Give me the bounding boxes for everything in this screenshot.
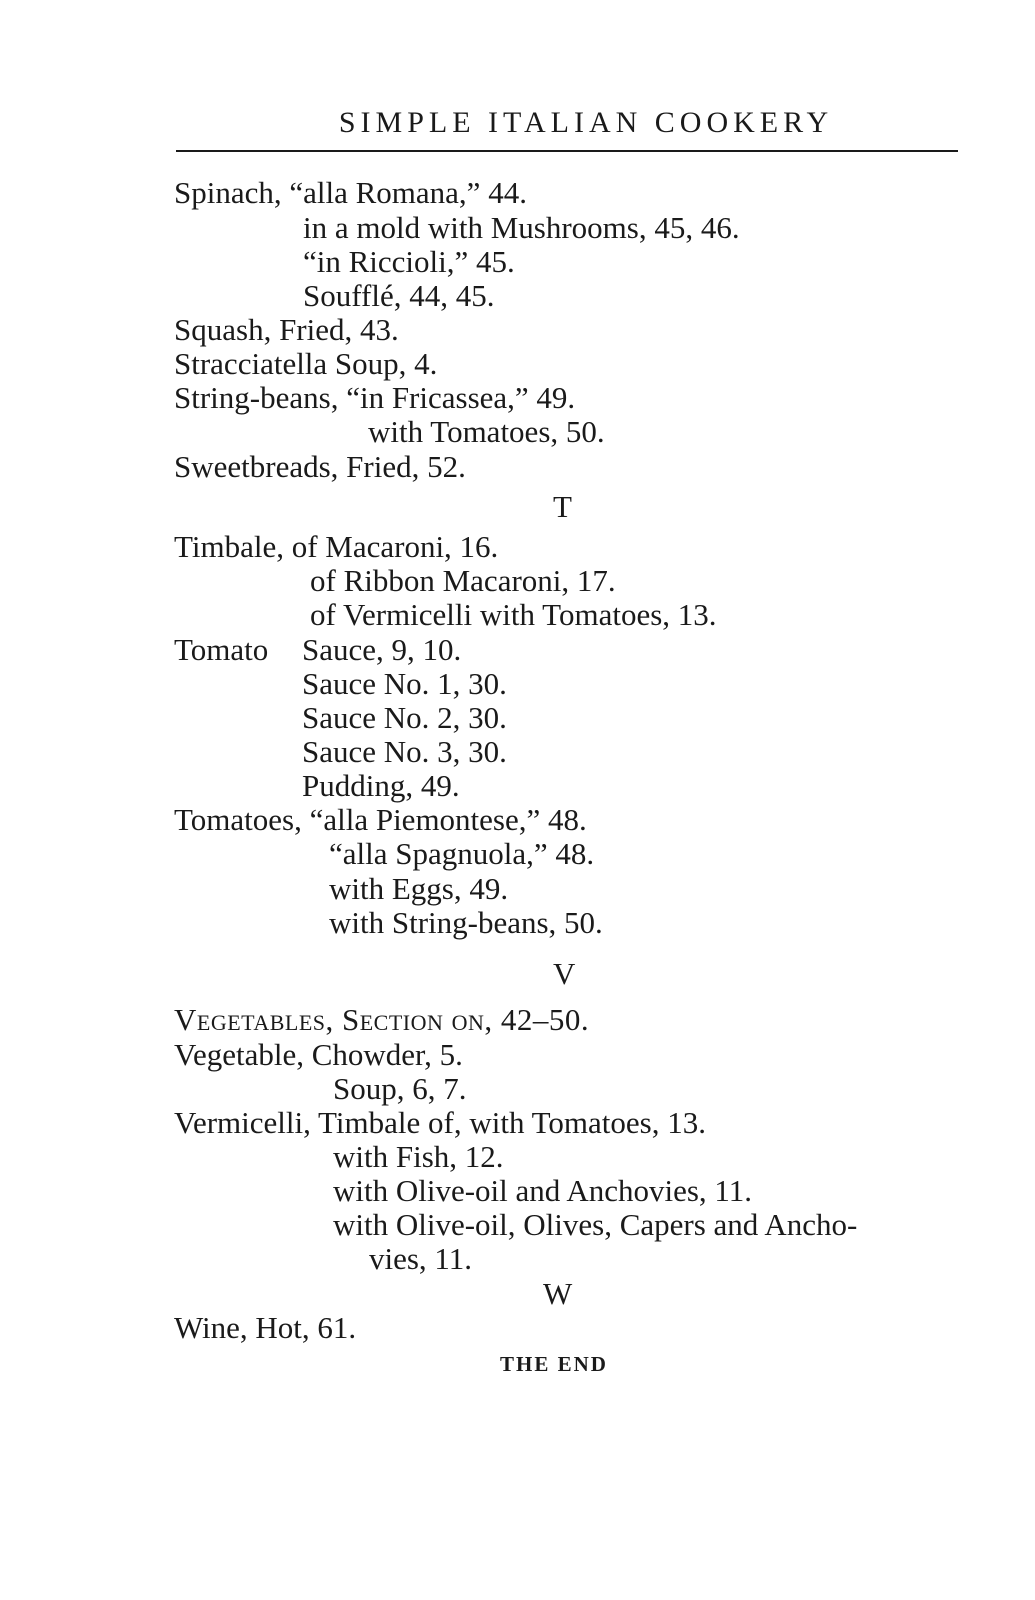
section-letter: T xyxy=(553,489,572,524)
running-head: SIMPLE ITALIAN COOKERY xyxy=(338,106,834,139)
section-letter: W xyxy=(543,1276,573,1311)
index-subentry: with Fish, 12. xyxy=(333,1139,504,1174)
section-letter: V xyxy=(553,956,576,991)
index-entry: Timbale, of Macaroni, 16. xyxy=(174,529,499,564)
index-subentry: Sauce No. 2, 30. xyxy=(302,700,507,735)
index-entry: Tomato xyxy=(174,632,269,667)
index-subentry: Soufflé, 44, 45. xyxy=(303,278,495,313)
index-entry: Squash, Fried, 43. xyxy=(174,312,399,347)
index-section-entry: Vegetables, Section on, 42–50. xyxy=(174,1002,590,1037)
index-subentry: with Tomatoes, 50. xyxy=(368,414,605,449)
index-entry: Stracciatella Soup, 4. xyxy=(174,346,438,381)
index-subentry: “in Riccioli,” 45. xyxy=(303,244,515,279)
index-entry: Wine, Hot, 61. xyxy=(174,1310,357,1345)
index-subentry: Sauce No. 3, 30. xyxy=(302,734,507,769)
index-entry: String-beans, “in Fricassea,” 49. xyxy=(174,380,576,415)
index-entry: Vermicelli, Timbale of, with Tomatoes, 13. xyxy=(174,1105,706,1140)
index-entry: Sweetbreads, Fried, 52. xyxy=(174,449,466,484)
index-subentry: with Eggs, 49. xyxy=(329,871,509,906)
index-entry: Tomatoes, “alla Piemontese,” 48. xyxy=(174,802,587,837)
header-rule xyxy=(176,150,958,152)
index-entry: Vegetable, Chowder, 5. xyxy=(174,1037,463,1072)
index-subentry: with Olive-oil and Anchovies, 11. xyxy=(333,1173,753,1208)
index-subentry: of Vermicelli with Tomatoes, 13. xyxy=(310,597,717,632)
index-subentry: Pudding, 49. xyxy=(302,768,460,803)
index-subentry-continuation: vies, 11. xyxy=(369,1241,473,1276)
index-subentry: “alla Spagnuola,” 48. xyxy=(329,836,595,871)
index-subentry: of Ribbon Macaroni, 17. xyxy=(310,563,616,598)
index-subentry: Sauce, 9, 10. xyxy=(302,632,462,667)
index-subentry: in a mold with Mushrooms, 45, 46. xyxy=(303,210,740,245)
index-subentry: with String-beans, 50. xyxy=(329,905,603,940)
index-entry: Spinach, “alla Romana,” 44. xyxy=(174,175,527,210)
index-subentry: Sauce No. 1, 30. xyxy=(302,666,507,701)
the-end: THE END xyxy=(500,1352,608,1376)
index-subentry: Soup, 6, 7. xyxy=(333,1071,467,1106)
index-subentry: with Olive-oil, Olives, Capers and Ancho- xyxy=(333,1207,858,1242)
